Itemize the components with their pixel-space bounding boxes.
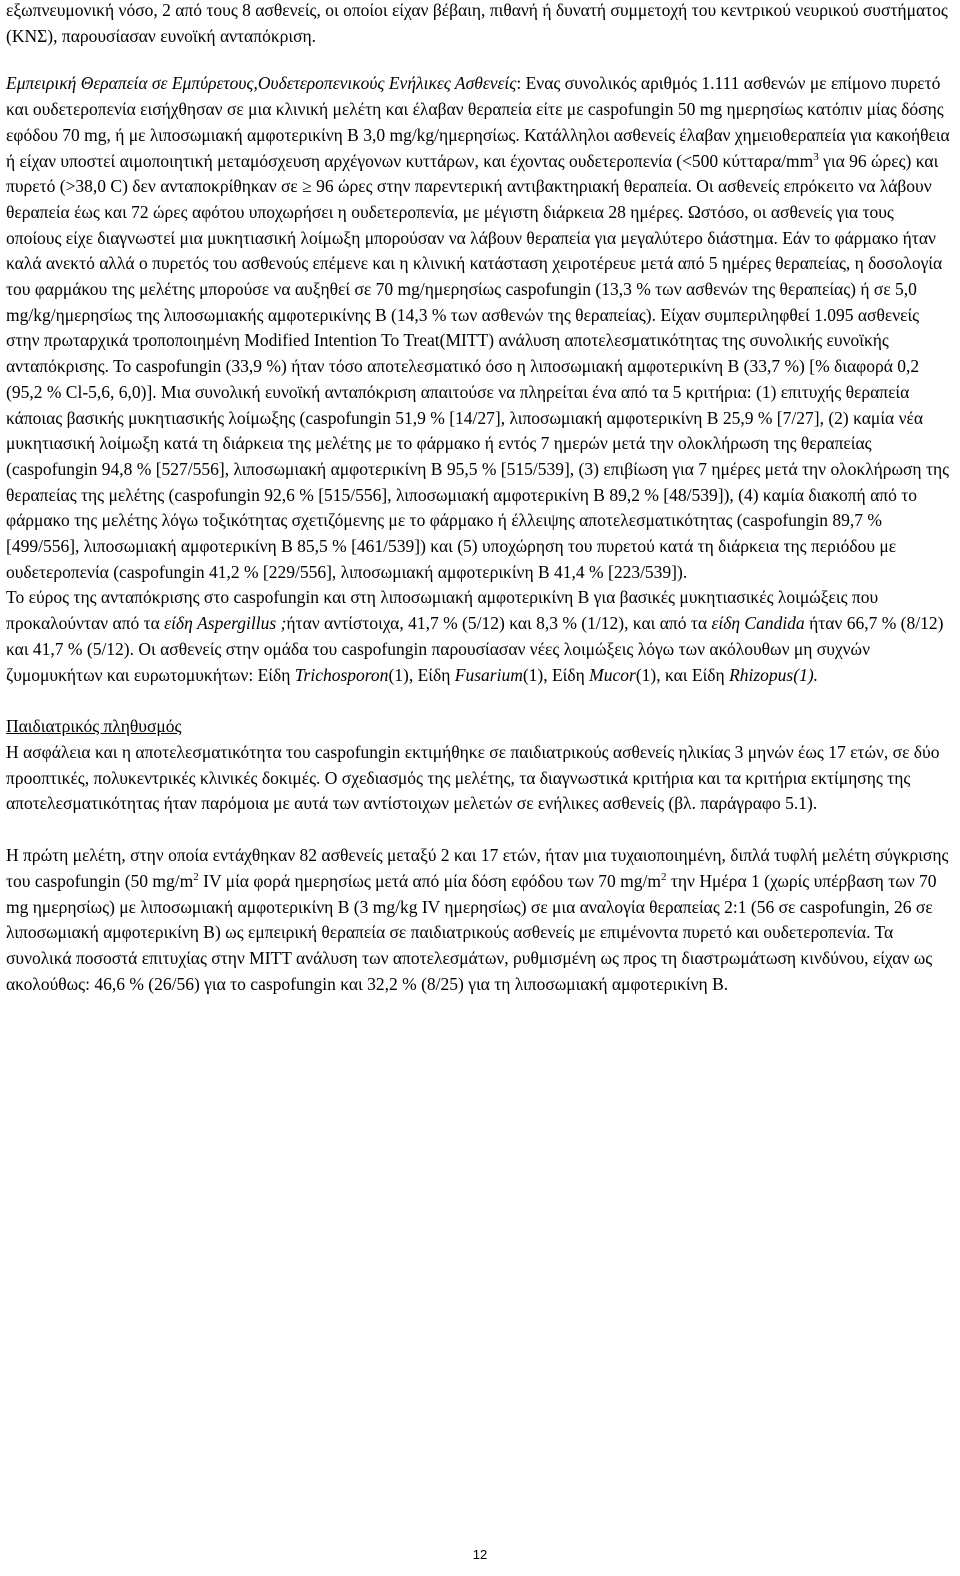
paragraph-text: (1), Είδη: [522, 664, 590, 685]
paragraph-text: ήταν αντίστοιχα, 41,7 % (5/12) και 8,3 % (1/12), και από τα: [286, 613, 712, 634]
paragraph-text: IV μία φορά ημερησίως μετά από μία δόση εφόδου των 70 mg/m: [198, 870, 661, 891]
page-number: 12: [472, 1547, 488, 1562]
paragraph-text: την Ημέρα 1 (χωρίς υπέρβαση των 70 mg ημερησίως) με λιποσωμιακή αμφοτερικίνη B (3 mg/kg IV ημερησίως) σε μια αναλογία θεραπείας 2:1 (56 σε caspofungin, 26 σε λιποσωμιακή αμφοτερικίνη B) ως εμπειρική θεραπεία σε παιδιατρικούς ασθενείς με επιμένοντα πυρετό και ουδετεροπενία. Τα συνολικά ποσοστά επιτυχίας στην MITT ανάλυση των αποτελεσμάτων, ρυθμισμένη ως προς τη διαστρωμάτωση κινδύνου, είχαν ως ακολούθως: 46,6 % (26/56) για το caspofungin και 32,2 % (8/25) για τη λιποσωμιακή αμφοτερικίνη B.: [6, 870, 937, 994]
species-name: Trichosporon: [294, 664, 389, 685]
species-name: είδη Aspergillus ;: [164, 613, 287, 634]
section-heading-pediatric: Παιδιατρικός πληθυσμός: [6, 716, 182, 737]
paragraph-text: (1), και Είδη: [635, 664, 730, 685]
paragraph-text: Η πρώτη μελέτη, στην οποία εντάχθηκαν 82 ασθενείς μεταξύ 2 και 17 ετών, ήταν μια τυχαιοποιημένη, διπλά τυφλή μελέτη σύγκρισης του caspofungin (50 mg/m: [6, 845, 949, 891]
paragraph-text: ήταν 66,7 % (8/12) και 41,7 % (5/12). Οι ασθενείς στην ομάδα του caspofungin παρουσίασαν νέες λοιμώξεις λόγω των ακόλουθων μη συχνών ζυμομυκήτων και ευρωτομυκήτων: Είδη: [6, 613, 944, 685]
superscript: 2: [661, 870, 667, 883]
paragraph-pediatric-intro: Η ασφάλεια και η αποτελεσματικότητα του caspofungin εκτιμήθηκε σε παιδιατρικούς ασθενείς ηλικίας 3 μηνών έως 17 ετών, σε δύο προοπτικές, πολυκεντρικές κλινικές δοκιμές. Ο σχεδιασμός της μελέτης, τα διαγνωστικά κριτήρια και τα κριτήρια εκτίμησης της αποτελεσματικότητας ήταν παρόμοια με αυτά των αντίστοιχων μελετών σε ενήλικες ασθενείς (βλ. παράγραφο 5.1).: [6, 741, 940, 814]
paragraph-text: (1), Είδη: [388, 664, 455, 685]
paragraph-extrapulmonary: εξωπνευμονική νόσο, 2 από τους 8 ασθενείς, οι οποίοι είχαν βέβαιη, πιθανή ή δυνατή συμμετοχή του κεντρικού νευρικού συστήματος (ΚΝΣ), παρουσίασαν ευνοϊκή ανταπόκριση.: [6, 0, 948, 46]
species-name: είδη Candida: [711, 613, 805, 634]
superscript: 2: [193, 870, 199, 883]
species-name: Fusarium: [454, 664, 523, 685]
document-page: [6, 0, 952, 997]
species-name: Mucor: [589, 664, 636, 685]
paragraph-empirical-therapy: [6, 71, 952, 585]
paragraph-response-range: [6, 585, 952, 688]
superscript: 3: [813, 150, 819, 163]
paragraph-text: Το εύρος της ανταπόκρισης στο caspofungin και στη λιποσωμιακή αμφοτερικίνη B για βασικές μυκητιασικές λοιμώξεις που προκαλούνταν από τα: [6, 587, 879, 634]
paragraph-text: για 96 ώρες) και πυρετό (>38,0 C) δεν ανταποκρίθηκαν σε ≥ 96 ώρες στην παρεντερική αντιβακτηριακή θεραπεία. Οι ασθενείς επρόκειτο να λάβουν θεραπεία έως και 72 ώρες αφότου υποχωρήσει η ουδετεροπενία, με μέγιστη διάρκεια 28 ημέρες. Ωστόσο, οι ασθενείς για τους οποίους είχε διαγνωστεί μια μυκητιασική λοίμωξη μπορούσαν να λάβουν θεραπεία για μεγαλύτερο διάστημα. Εάν το φάρμακο ήταν καλά ανεκτό αλλά ο πυρετός του ασθενούς επέμενε και η κλινική κατάσταση χειροτέρευε μετά από 5 ημέρες θεραπείας, η δοσολογία του φαρμάκου της μελέτης μπορούσε να αυξηθεί σε 70 mg/ημερησίως caspofungin (13,3 % των ασθενών της θεραπείας) ή σε 5,0 mg/kg/ημερησίως της λιποσωμιακής αμφοτερικίνης B (14,3 % των ασθενών της θεραπείας). Είχαν συμπεριληφθεί 1.095 ασθενείς στην πρωταρχικά τροποποιημένη Modified Intention To Treat(MITT) ανάλυση αποτελεσματικότητας της συνολικής ευνοϊκής ανταπόκρισης. Το caspofungin (33,9 %) ήταν τόσο αποτελεσματικό όσο η λιποσωμιακή αμφοτερικίνη B (33,7 %) [% διαφορά 0,2 (95,2 % Cl-5,6, 6,0)]. Μια συνολική ευνοϊκή ανταπόκριση απαιτούσε να πληρείται ένα από τα 5 κριτήρια: (1) επιτυχής θεραπεία κάποιας βασικής μυκητιασικής λοίμωξης (caspofungin 51,9 % [14/27], λιποσωμιακή αμφοτερικίνη B 25,9 % [7/27], (2) καμία νέα μυκητιασική λοίμωξη κατά τη διάρκεια της μελέτης με το φάρμακο ή εντός 7 ημερών μετά την ολοκλήρωση της θεραπείας (caspofungin 94,8 % [527/556], λιποσωμιακή αμφοτερικίνη B 95,5 % [515/539], (3) επιβίωση για 7 ημέρες μετά την ολοκλήρωση της θεραπείας της μελέτης (caspofungin 92,6 % [515/556], λιποσωμιακή αμφοτερικίνη B 89,2 % [48/539]), (4) καμία διακοπή από το φάρμακο της μελέτης λόγω τοξικότητας σχετιζόμενης με το φάρμακο ή έλλειψης αποτελεσματικότητας (caspofungin 89,7 % [499/556], λιποσωμιακή αμφοτερικίνη B 85,5 % [461/539]) και (5) υποχώρηση του πυρετού κατά τη διάρκεια της περιόδου με ουδετεροπενία (caspofungin 41,2 % [229/556], λιποσωμιακή αμφοτερικίνη B 41,4 % [223/539]).: [6, 150, 950, 582]
paragraph-first-study: [6, 843, 952, 997]
species-name: Rhizopus(1).: [729, 664, 819, 685]
empirical-therapy-heading: Εμπειρική Θεραπεία σε Εμπύρετους,Ουδετεροπενικούς Ενήλικες Ασθενείς: [6, 73, 517, 94]
paragraph-text: : Ενας συνολικός αριθμός 1.111 ασθενών με επίμονο πυρετό και ουδετεροπενία εισήχθησαν σε μια κλινική μελέτη και έλαβαν θεραπεία είτε με caspofungin 50 mg ημερησίως κατόπιν μίας δόσης εφόδου 70 mg, ή με λιποσωμιακή αμφοτερικίνη B 3,0 mg/kg/ημερησίως. Κατάλληλοι ασθενείς έλαβαν χημειοθεραπεία για κακοήθεια ή είχαν υποστεί αιμοποιητική μεταμόσχευση αρχέγονων κυττάρων, και έχοντας ουδετεροπενία (<500 κύτταρα/mm: [6, 73, 950, 171]
